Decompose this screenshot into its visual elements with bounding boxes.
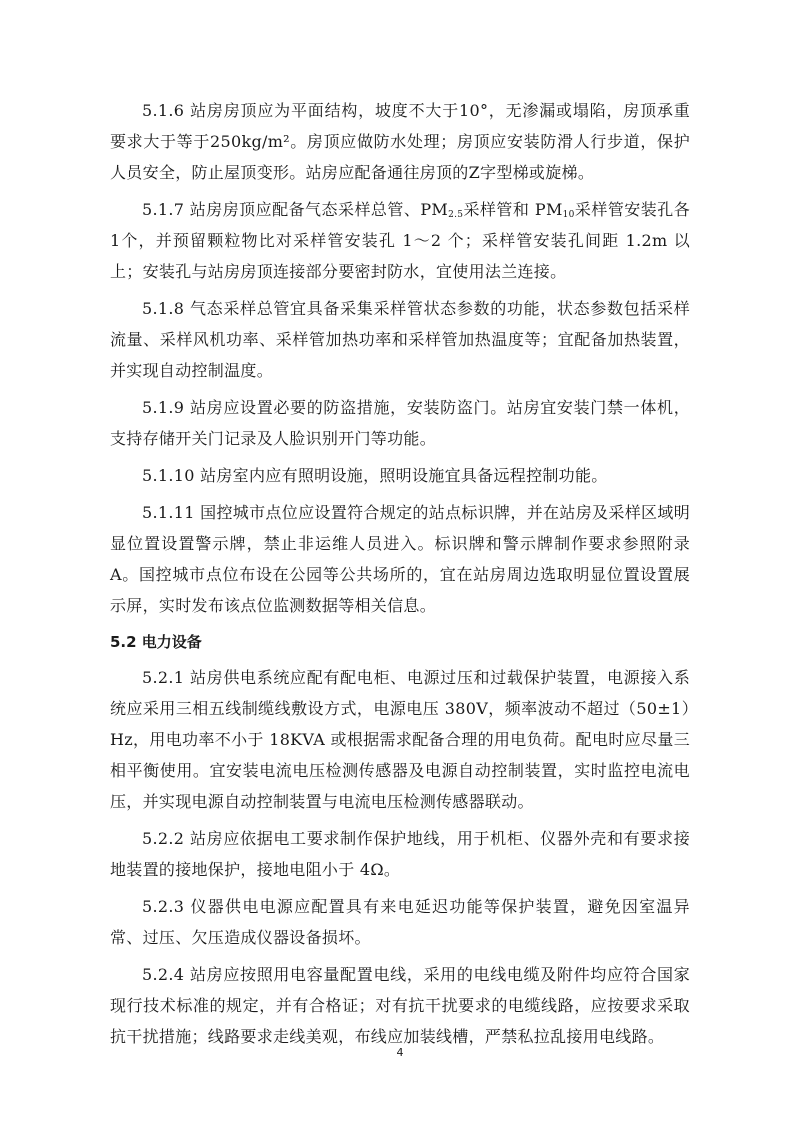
clause-5-2-2: 5.2.2 站房应依据电工要求制作保护地线，用于机柜、仪器外壳和有要求接地装置的接地保护，接地电阻小于 4Ω。 bbox=[110, 829, 690, 879]
clause-5-1-6: 5.1.6 站房房顶应为平面结构，坡度不大于10°，无渗漏或塌陷，房顶承重要求大于等于250kg/m²。房顶应做防水处理；房顶应安装防滑人行步道，保护人员安全，防止屋顶变形。站房应配备通往房顶的Z字型梯或旋梯。 bbox=[110, 101, 690, 182]
section-heading-5-2: 5.2 电力设备 bbox=[110, 633, 202, 651]
clause-5-1-9: 5.1.9 站房应设置必要的防盗措施，安装防盗门。站房宜安装门禁一体机，支持存储开关门记录及人脸识别开门等功能。 bbox=[110, 398, 690, 448]
clause-5-1-7-part2: 采样管和 PM bbox=[463, 200, 563, 219]
clause-5-1-8: 5.1.8 气态采样总管宜具备采集采样管状态参数的功能，状态参数包括采样流量、采样风机功率、采样管加热功率和采样管加热温度等；宜配备加热装置，并实现自动控制温度。 bbox=[110, 299, 690, 380]
pm25-subscript: 2.5 bbox=[448, 210, 464, 220]
clause-5-1-10: 5.1.10 站房室内应有照明设施，照明设施宜具备远程控制功能。 bbox=[142, 466, 608, 485]
clause-5-2-3: 5.2.3 仪器供电电源应配置具有来电延迟功能等保护装置，避免因室温异常、过压、欠压造成仪器设备损坏。 bbox=[110, 897, 690, 947]
page-number: 4 bbox=[396, 1046, 404, 1059]
clause-5-1-7-part1: 5.1.7 站房房顶应配备气态采样总管、PM bbox=[142, 200, 449, 219]
pm10-subscript: 10 bbox=[562, 210, 575, 220]
clause-5-1-7-part3: 采样管安装孔各1个，并预留颗粒物比对采样管安装孔 1～2 个；采样管安装孔间距 1.2m 以上；安装孔与站房房顶连接部分要密封防水，宜使用法兰连接。 bbox=[110, 200, 690, 281]
document-page bbox=[110, 95, 690, 1058]
clause-5-2-1: 5.2.1 站房供电系统应配有配电柜、电源过压和过载保护装置，电源接入系统应采用三相五线制缆线敷设方式，电源电压 380V，频率波动不超过（50±1）Hz，用电功率不小于 18KVA 或根据需求配备合理的用电负荷。配电时应尽量三相平衡使用。宜安装电流电压检测传感器及电源自动控制装置，实时监控电流电压，并实现电源自动控制装置与电流电压检测传感器联动。 bbox=[110, 668, 690, 811]
clause-5-1-11: 5.1.11 国控城市点位应设置符合规定的站点标识牌，并在站房及采样区域明显位置设置警示牌，禁止非运维人员进入。标识牌和警示牌制作要求参照附录 A。国控城市点位布设在公园等公共场所的，宜在站房周边选取明显位置设置展示屏，实时发布该点位监测数据等相关信息。 bbox=[110, 503, 690, 615]
clause-5-1-7 bbox=[110, 194, 690, 287]
clause-5-2-4: 5.2.4 站房应按照用电容量配置电线，采用的电线电缆及附件均应符合国家现行技术标准的规定，并有合格证；对有抗干扰要求的电缆线路，应按要求采取抗干扰措施；线路要求走线美观，布线应加装线槽，严禁私拉乱接用电线路。 bbox=[110, 965, 690, 1046]
